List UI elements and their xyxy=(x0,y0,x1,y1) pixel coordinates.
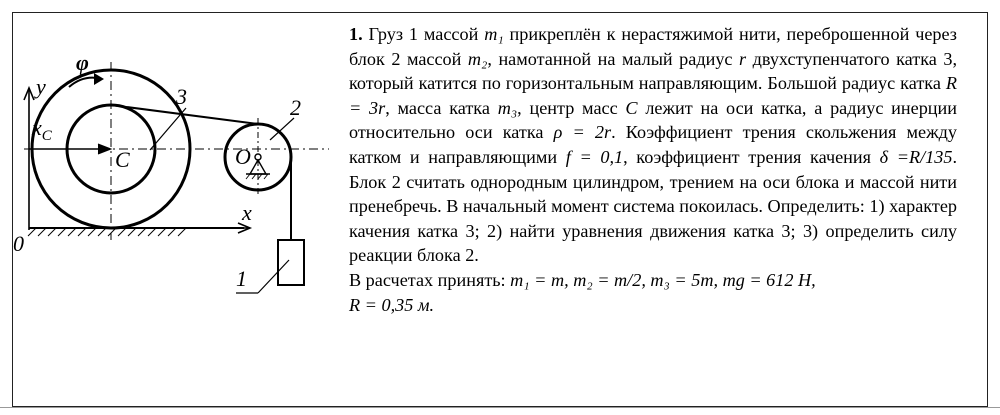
text-segment: прикреплён к нерастяжимой нити, переброшенной через блок 2 массой xyxy=(349,24,957,69)
problem-statement xyxy=(349,22,957,268)
math-delta: δ =R/135 xyxy=(879,146,953,167)
math-rho: ρ = 2r xyxy=(553,122,612,143)
pulley-label-2: 2 xyxy=(290,95,301,120)
xc-label: $x_C$ xyxy=(32,115,52,144)
problem-text xyxy=(349,22,957,317)
mechanism-figure xyxy=(13,50,334,320)
math-c: C xyxy=(625,97,638,118)
y-axis-label: y xyxy=(36,74,46,99)
text-segment: лежит на оси катка, а радиус инерции относительно оси катка xyxy=(349,97,957,143)
weight-label-1: 1 xyxy=(236,266,247,291)
phi-arrow-head xyxy=(94,73,104,85)
text-segment: . Блок 2 считать однородным цилиндром, трением на оси блока и массой нити пренебречь. В начальный момент система покоилась. Определить: 1) характер качения катка 3; 2) найти уравнения движения катка 3; 3) определить силу реакции блока 2. xyxy=(349,146,958,266)
text-segment: , намотанной на малый радиус xyxy=(487,48,740,69)
given-line-1 xyxy=(349,268,957,293)
problem-number: 1. xyxy=(349,24,363,44)
math-m2: m₂ xyxy=(467,48,488,69)
given-prefix: В расчетах принять: xyxy=(349,269,511,290)
text-segment: . Коэффициент трения скольжения между катком и направляющими xyxy=(349,122,957,167)
text-segment: , центр масс xyxy=(517,97,626,118)
phi-label: φ xyxy=(76,50,89,75)
math-big-r: R = 3r xyxy=(349,73,957,118)
math-m1: m₁ xyxy=(484,24,504,44)
text-segment: Груз 1 массой xyxy=(362,24,485,44)
weight-1 xyxy=(278,240,304,285)
text-segment: , коэффициент трения качения xyxy=(623,146,880,167)
given-line-2: R = 0,35 м. xyxy=(349,294,435,315)
x-axis-label: x xyxy=(242,200,252,225)
math-m3: m₃ xyxy=(497,97,518,118)
math-f: f = 0,1 xyxy=(565,146,624,167)
text-segment: двухступенчатого катка 3, который катится по горизонтальным направляющим. Большой радиус катка xyxy=(349,48,957,94)
given-values: m₁ = m, m₂ = m/2, m₃ = 5m, mg = 612 Н, xyxy=(510,269,816,290)
center-c-label: C xyxy=(115,147,130,172)
pulley-o-label: O xyxy=(235,144,251,169)
roller-label-3: 3 xyxy=(176,84,187,109)
text-segment: , масса катка xyxy=(385,97,498,118)
math-r: r xyxy=(739,48,747,69)
bottom-divider xyxy=(0,407,1000,408)
pulley-support-hatching xyxy=(246,174,268,179)
mechanism-diagram xyxy=(13,50,334,320)
origin-label: 0 xyxy=(13,231,24,256)
